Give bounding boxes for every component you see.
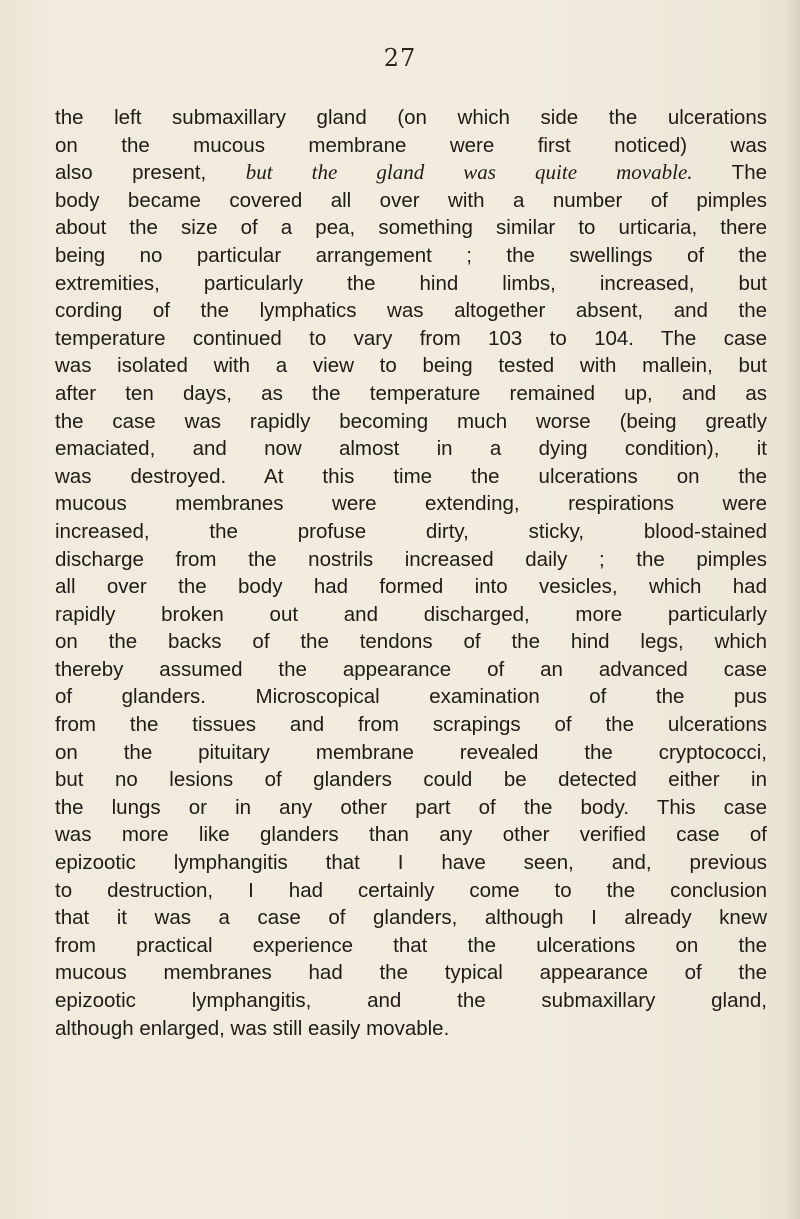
text-line: all over the body had formed into vesicles, which had [55,575,767,599]
text-line: was destroyed. At this time the ulcerations on the [55,464,767,488]
text-line [55,159,767,187]
text-line: mucous membranes had the typical appearance of the [55,961,767,985]
text-line: increased, the profuse dirty, sticky, blood-stained [55,519,767,543]
text-line: thereby assumed the appearance of an advanced case [55,657,767,681]
text-line: after ten days, as the temperature remained up, and as [55,381,767,405]
text-line: being no particular arrangement ; the swellings of the [55,243,767,267]
text-line: the left submaxillary gland (on which side the ulcerations [55,106,767,129]
text-line: epizootic lymphangitis that I have seen, and, previous [55,851,767,875]
text-line: mucous membranes were extending, respirations were [55,492,767,516]
text-line: was more like glanders than any other verified case of [55,823,767,847]
page-number: 27 [383,44,417,72]
text-line: extremities, particularly the hind limbs, increased, but [55,271,767,295]
text-line: discharge from the nostrils increased daily ; the pimples [55,547,767,571]
text-line: from the tissues and from scrapings of the ulcerations [55,713,767,737]
text-line: about the size of a pea, something similar to urticaria, there [55,216,767,240]
text-line: of glanders. Microscopical examination of the pus [55,685,767,709]
text-line: on the backs of the tendons of the hind legs, which [55,630,767,654]
text-line: temperature continued to vary from 103 to 104. The case [55,326,767,350]
text-line: to destruction, I had certainly come to the conclusion [55,878,767,902]
text-line: the case was rapidly becoming much worse (being greatly [55,409,767,433]
text-line: on the pituitary membrane revealed the cryptococci, [55,740,767,764]
text-line: but no lesions of glanders could be detected either in [55,768,767,792]
text-line: emaciated, and now almost in a dying condition), it [55,437,767,461]
body-text [55,104,767,1042]
text-line: although enlarged, was still easily movable. [55,1016,450,1040]
text-line: body became covered all over with a number of pimples [55,188,767,212]
text-line: on the mucous membrane were first noticed) was [55,133,767,157]
text-line: from practical experience that the ulcerations on the [55,933,767,957]
text-line: the lungs or in any other part of the body. This case [55,795,767,819]
text-segment: The [692,161,767,185]
text-line: rapidly broken out and discharged, more particularly [55,602,767,626]
text-line: that it was a case of glanders, although I already knew [55,906,767,930]
page-edge-shadow [786,0,800,1219]
text-line: was isolated with a view to being tested with mallein, but [55,354,767,378]
text-line: epizootic lymphangitis, and the submaxillary gland, [55,989,767,1012]
text-segment: also present, [55,161,246,185]
italic-emphasis: but the gland was quite movable. [245,160,693,185]
text-line: cording of the lymphatics was altogether absent, and the [55,299,767,323]
